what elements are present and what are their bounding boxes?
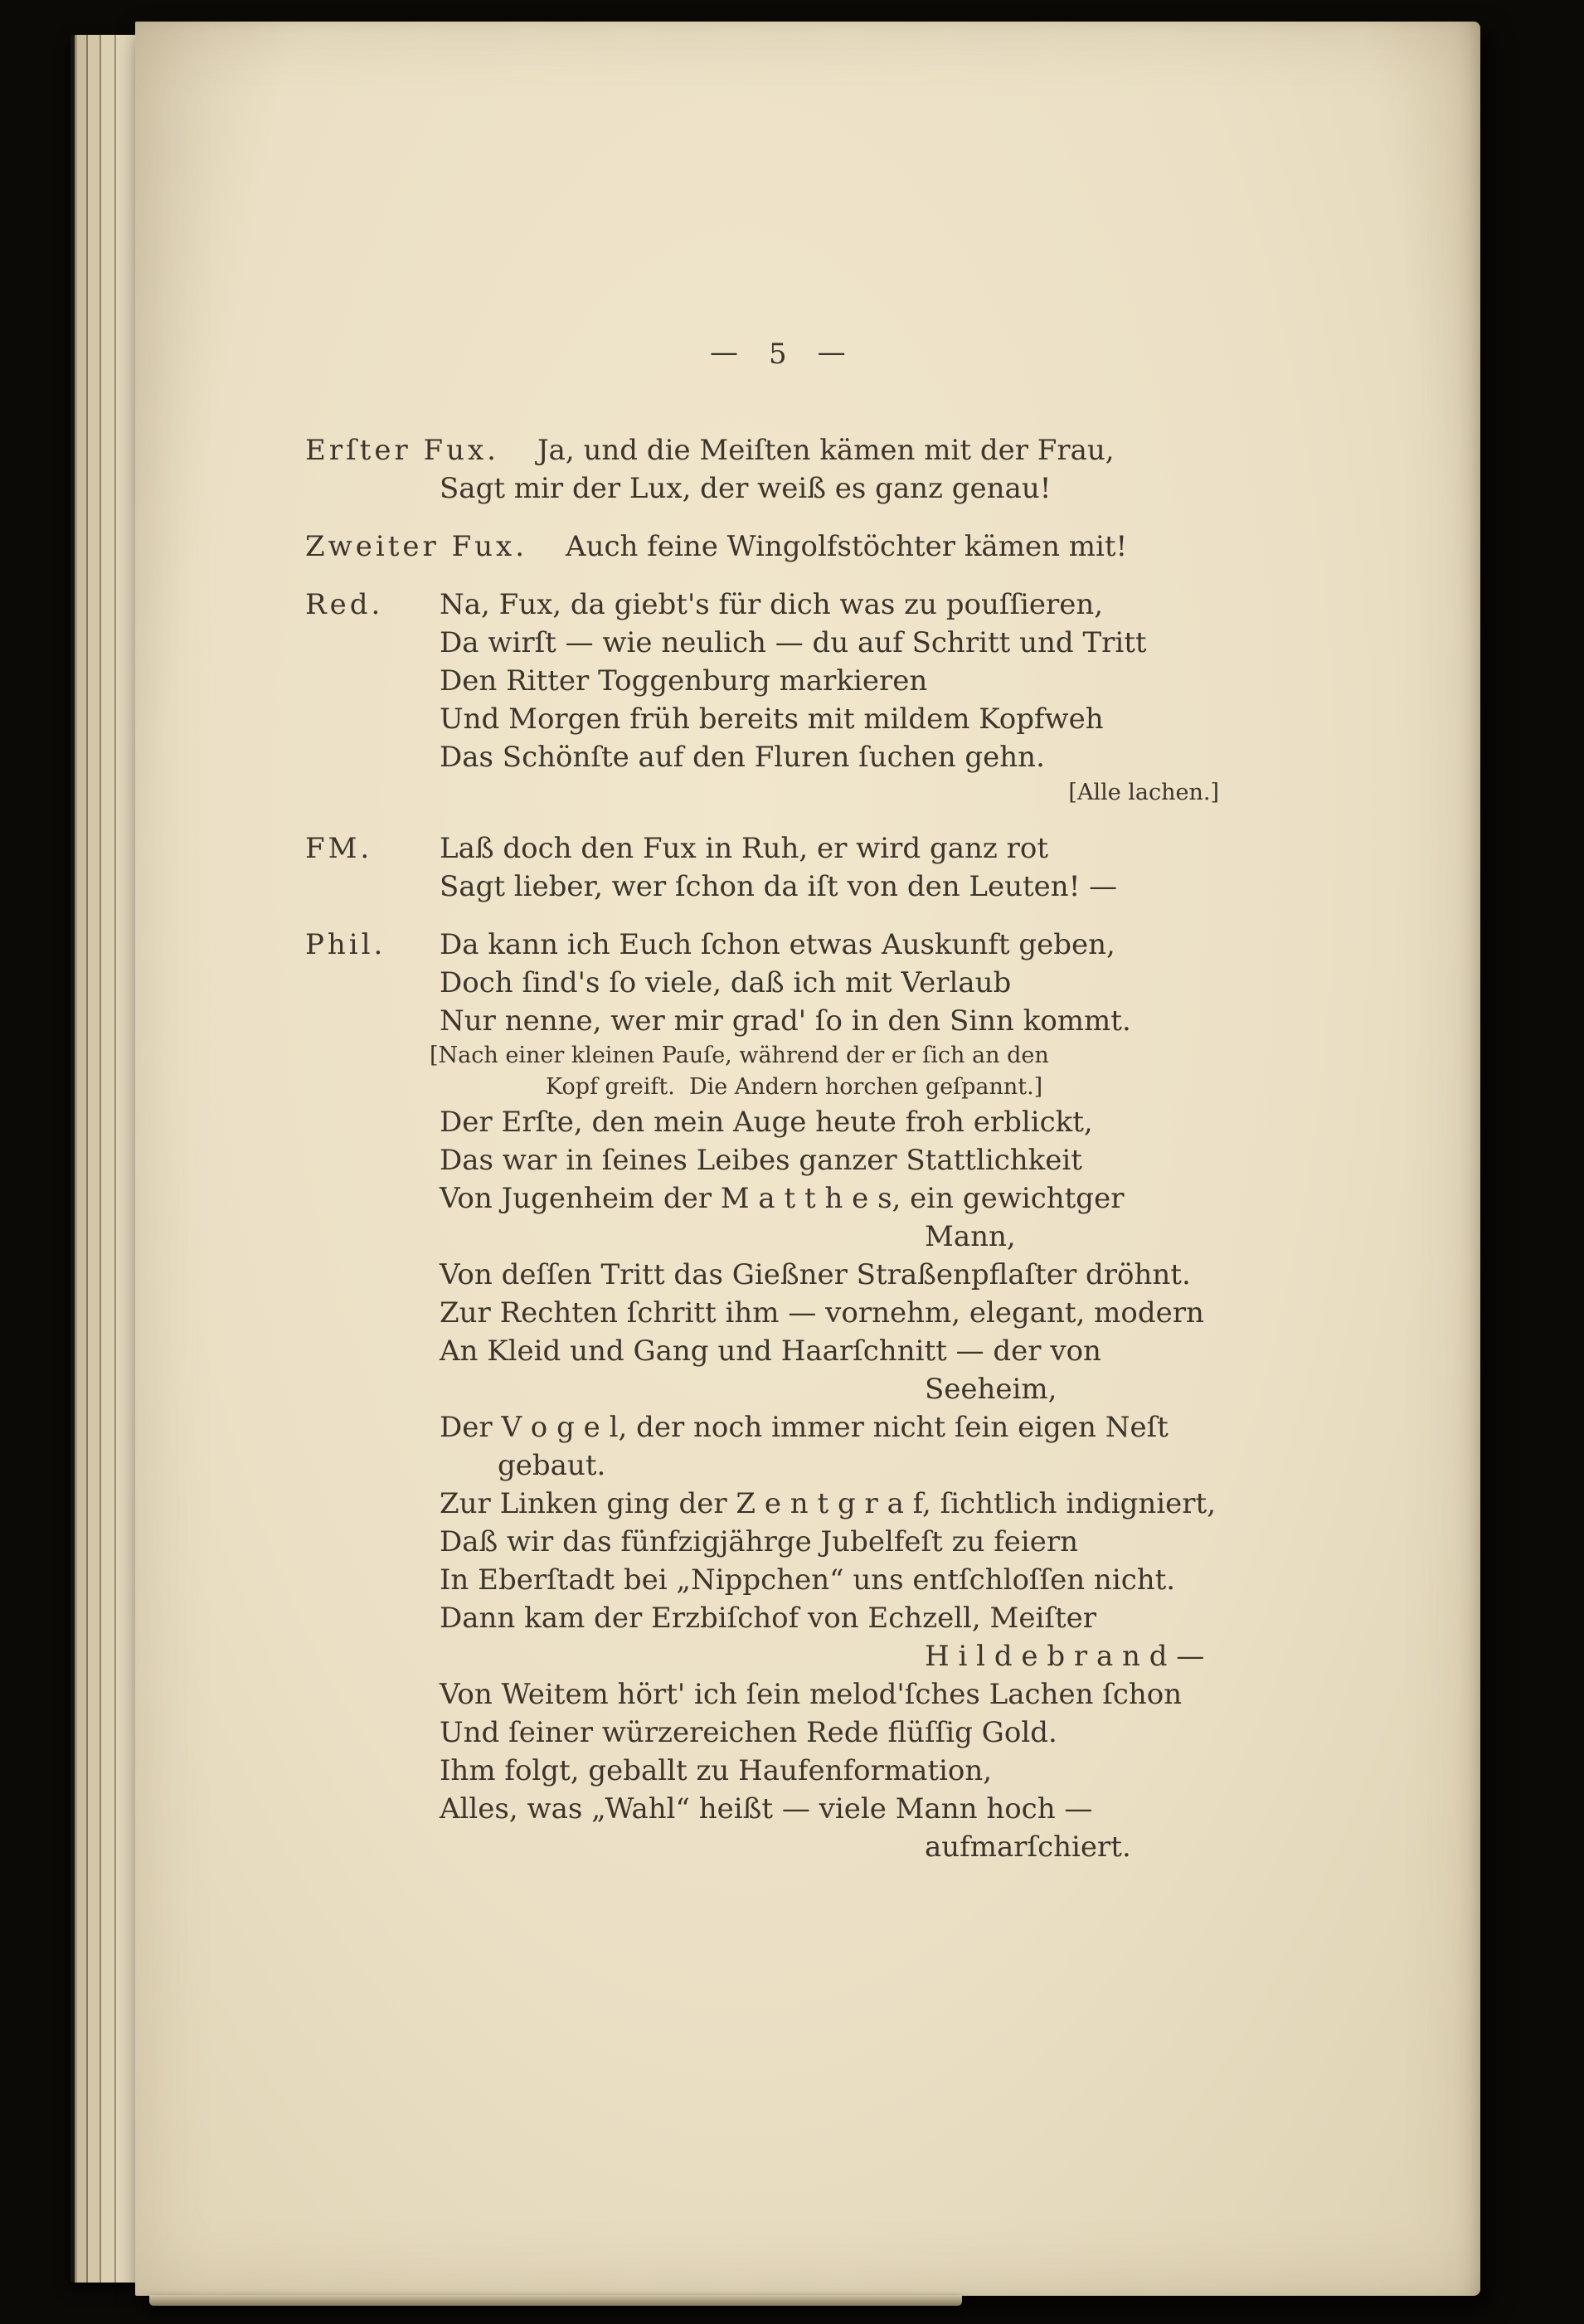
dialogue-line: aufmarſchiert. bbox=[925, 1831, 1131, 1864]
page-number-dash-left: — bbox=[710, 336, 739, 369]
dialogue-line: Mann, bbox=[925, 1220, 1016, 1253]
dialogue-line: Zur Rechten ſchritt ihm — vornehm, elegant, modern bbox=[440, 1296, 1204, 1330]
dialogue-line: Sagt mir der Lux, der weiß es ganz genau! bbox=[440, 472, 1052, 505]
dialogue-line: Von deſſen Tritt das Gießner Straßenpflaſter dröhnt. bbox=[440, 1258, 1191, 1291]
dialogue-line: Von Weitem hört' ich ſein melod'ſches Lachen ſchon bbox=[440, 1678, 1183, 1711]
dialogue-list bbox=[305, 431, 1392, 1866]
dialogue-text: Auch feine Wingolfstöchter kämen mit! bbox=[566, 530, 1128, 563]
page-number bbox=[305, 335, 1392, 373]
dialogue-entry bbox=[305, 586, 1392, 810]
dialogue-line: Sagt lieber, wer ſchon da iſt von den Leuten! — bbox=[440, 870, 1118, 903]
dialogue-line: Das Schönſte auf den Fluren ſuchen gehn. bbox=[440, 741, 1045, 774]
dialogue-line: Der Erſte, den mein Auge heute froh erblickt, bbox=[440, 1106, 1093, 1139]
dialogue-line: Daß wir das fünfzigjährge Jubelfeſt zu feiern bbox=[440, 1525, 1079, 1558]
dialogue-line: Ihm folgt, geballt zu Haufenformation, bbox=[440, 1754, 993, 1787]
dialogue-line: Von Jugenheim der M a t t h e s, ein gewichtger bbox=[440, 1182, 1125, 1215]
dialogue-line: An Kleid und Gang und Haarſchnitt — der von bbox=[440, 1335, 1101, 1368]
dialogue-text: Ja, und die Meiſten kämen mit der Frau, bbox=[537, 434, 1115, 467]
speaker-label: Erſter Fux. bbox=[305, 434, 499, 467]
dialogue-line: Und Morgen früh bereits mit mildem Kopfweh bbox=[440, 703, 1104, 736]
dialogue-line bbox=[305, 431, 1392, 469]
speaker-label: Zweiter Fux. bbox=[305, 530, 528, 563]
stage-direction: Kopf greift. Die Andern horchen geſpannt.] bbox=[546, 1074, 1043, 1100]
dialogue-entry bbox=[305, 528, 1392, 566]
speaker-label: FM. bbox=[305, 832, 373, 865]
dialogue-line: Seeheim, bbox=[925, 1373, 1057, 1406]
dialogue-line: Doch ſind's ſo viele, daß ich mit Verlaub bbox=[440, 966, 1012, 999]
dialogue-line: Dann kam der Erzbiſchof von Echzell, Meiſter bbox=[440, 1602, 1096, 1635]
dialogue-line: Den Ritter Toggenburg markieren bbox=[440, 664, 928, 698]
page-number-value: 5 bbox=[769, 338, 788, 371]
text-block bbox=[305, 335, 1392, 1886]
dialogue-line: H i l d e b r a n d — bbox=[925, 1640, 1205, 1673]
dialogue-line: Na, Fux, da giebt's für dich was zu pouſſieren, bbox=[440, 588, 1104, 621]
dialogue-entry bbox=[305, 829, 1392, 906]
dialogue-line: Alles, was „Wahl“ heißt — viele Mann hoch — bbox=[440, 1792, 1093, 1826]
dialogue-line: Nur nenne, wer mir grad' ſo in den Sinn kommt. bbox=[440, 1004, 1131, 1038]
speaker-label: Phil. bbox=[305, 928, 386, 961]
book-page bbox=[70, 22, 1480, 2296]
dialogue-line: Da wirſt — wie neulich — du auf Schritt und Tritt bbox=[440, 626, 1147, 659]
stage-direction: [Alle lachen.] bbox=[1068, 780, 1219, 805]
dialogue-entry bbox=[305, 926, 1392, 1866]
page-number-dash-right: — bbox=[817, 336, 847, 369]
dialogue-line: Da kann ich Euch ſchon etwas Auskunft geben, bbox=[440, 928, 1115, 961]
book-page-edges bbox=[70, 35, 135, 2283]
book-bottom-edge bbox=[149, 2295, 962, 2306]
dialogue-line: Laß doch den Fux in Ruh, er wird ganz rot bbox=[440, 832, 1049, 865]
dialogue-line bbox=[305, 528, 1392, 566]
dialogue-line: Und ſeiner würzereichen Rede flüſſig Gold. bbox=[440, 1716, 1057, 1749]
dialogue-line: Der V o g e l, der noch immer nicht ſein eigen Neſt bbox=[440, 1411, 1169, 1444]
dialogue-line: Zur Linken ging der Z e n t g r a f, ſichtlich indigniert, bbox=[440, 1487, 1216, 1520]
dialogue-entry bbox=[305, 431, 1392, 508]
dialogue-line: In Eberſtadt bei „Nippchen“ uns entſchloſſen nicht. bbox=[440, 1563, 1176, 1597]
stage-direction: [Nach einer kleinen Pauſe, während der er ſich an den bbox=[430, 1043, 1049, 1068]
dialogue-line: gebaut. bbox=[498, 1449, 606, 1482]
speaker-label: Red. bbox=[305, 588, 384, 621]
paper-sheet bbox=[135, 22, 1480, 2296]
dialogue-line: Das war in ſeines Leibes ganzer Stattlichkeit bbox=[440, 1144, 1082, 1177]
